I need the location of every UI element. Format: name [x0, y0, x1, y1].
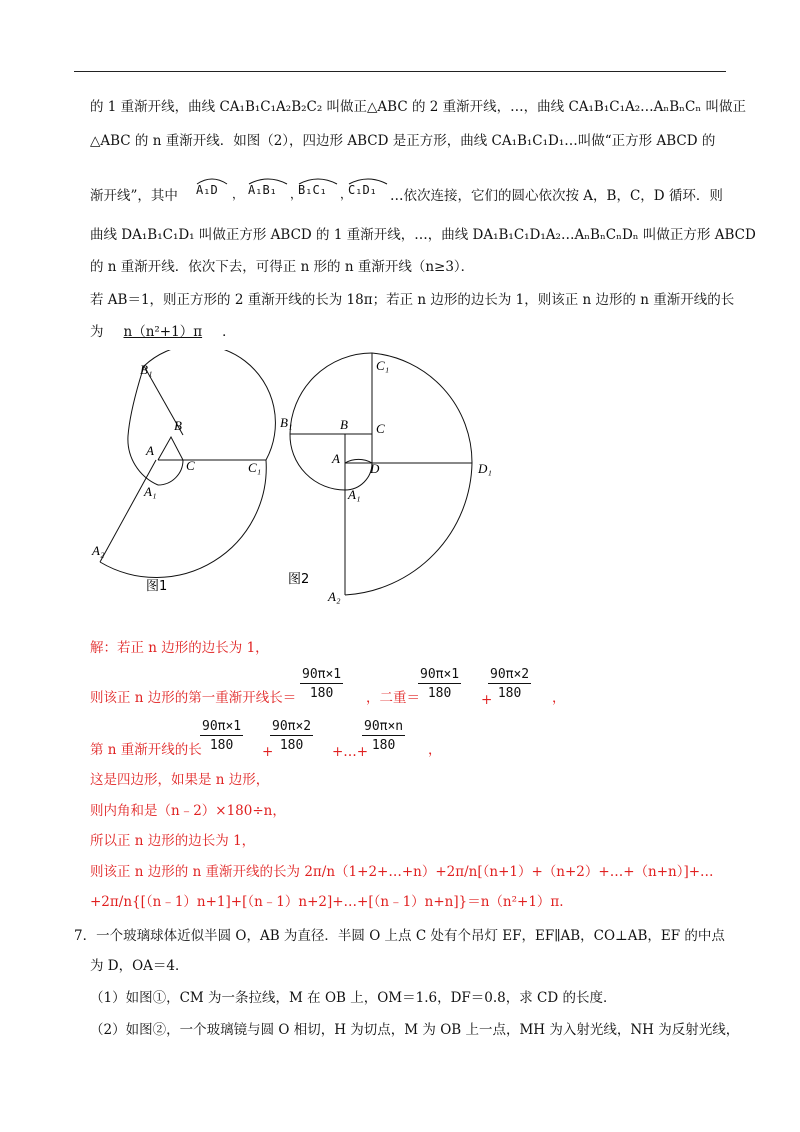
solution-line-5: 则内角和是（n﹣2）×180÷n， — [90, 803, 286, 819]
arc-separator: ， — [290, 187, 303, 201]
text-line-5: 的 n 重渐开线．依次下去，可得正 n 形的 n 重渐开线（n≥3）． — [90, 259, 475, 275]
solution-line-8: +2π/n{[（n﹣1）n+1]+[（n﹣1）n+2]+…+[（n﹣1）n+n]}＝n（n²+1）π. — [90, 894, 564, 910]
fig1-label: B — [174, 418, 182, 433]
fig2-label: D₁ — [478, 461, 492, 476]
plus-sign: + — [262, 744, 274, 760]
fig1-label: B₁ — [140, 362, 153, 377]
problem-7-line-4: （2）如图②，一个玻璃镜与圆 O 相切，H 为切点，M 为 OB 上一点，MH 为入射光线，NH 为反射光线， — [90, 1022, 740, 1038]
text-line-2: △ABC 的 n 重渐开线．如图（2），四边形 ABCD 是正方形，曲线 CA₁B₁C₁D₁…叫做“正方形 ABCD 的 — [90, 133, 716, 149]
solution-line-6: 所以正 n 边形的边长为 1， — [90, 833, 256, 849]
fig1-label: C₁ — [248, 460, 262, 475]
text-line-6: 若 AB＝1，则正方形的 2 重渐开线的长为 18π；若正 n 边形的边长为 1，则该正 n 边形的 n 重渐开线的长 — [90, 292, 735, 308]
answer-blank: n（n²+1）π — [123, 324, 203, 340]
figure-1 — [80, 350, 293, 600]
fraction: $\frac{90\pi\times 1}{180}$ — [420, 667, 460, 701]
arc-cap-icon — [196, 177, 228, 185]
text-line-4: 曲线 DA₁B₁C₁D₁ 叫做正方形 ABCD 的 1 重渐开线，…，曲线 DA₁B₁C₁D₁A₂…AₙBₙCₙDₙ 叫做正方形 ABCD — [90, 227, 756, 243]
answer-suffix: ． — [222, 324, 236, 340]
fraction: $\frac{90\pi\times 1}{180}$ — [202, 719, 242, 753]
fig2-label: C — [376, 421, 385, 436]
problem-7-line-3: （1）如图①，CM 为一条拉线，M 在 OB 上，OM＝1.6，DF＝0.8，求 CD 的长度． — [90, 990, 617, 1006]
solution-line-4: 这是四边形，如果是 n 边形， — [90, 772, 270, 788]
text-line-3 — [90, 187, 178, 205]
fig1-label: A₂ — [92, 543, 105, 558]
solution-line-3-end: ， — [428, 742, 442, 758]
fig1-label: A — [146, 443, 154, 458]
solution-line-3: 第 n 重渐开线的长 — [90, 742, 202, 758]
figure-1-caption: 图1 — [146, 579, 168, 594]
solution-line-2-mid: ，二重＝ — [366, 690, 420, 706]
text-line-3-end: …依次连接，它们的圆心依次按 A，B，C，D 循环．则 — [390, 188, 723, 204]
arc-c1d1: C₁D₁ — [348, 183, 388, 197]
fig2-label: C₁ — [376, 358, 390, 373]
solution-line-2: 则该正 n 边形的第一重渐开线长＝ — [90, 690, 297, 706]
solution-line-2-end: ， — [552, 690, 566, 706]
arc-cap-icon — [298, 177, 338, 185]
text-line-7 — [90, 323, 236, 341]
arc-separator: ， — [232, 187, 245, 201]
arc-cap-icon — [248, 177, 288, 185]
fraction: $\frac{90\pi\times n}{180}$ — [364, 719, 404, 753]
fig2-label: B₁ — [280, 415, 293, 430]
fig1-label: A₁ — [144, 484, 157, 499]
arc-cap-icon — [348, 177, 388, 185]
fraction: $\frac{90\pi\times 2}{180}$ — [272, 719, 312, 753]
figure-2-caption: 图2 — [288, 572, 310, 587]
fig1-label: C — [186, 458, 195, 473]
fraction: $\frac{90\pi\times 1}{180}$ — [302, 667, 342, 701]
header-rule — [74, 71, 726, 72]
fig2-label: B — [340, 417, 348, 432]
solution-line-7: 则该正 n 边形的 n 重渐开线的长为 2π/n（1+2+…+n）+2π/n[（n+1）+（n+2）+…+（n+n）]+… — [90, 864, 714, 880]
problem-7-line-2: 为 D，OA＝4． — [90, 958, 189, 974]
text-line-1: 的 1 重渐开线，曲线 CA₁B₁C₁A₂B₂C₂ 叫做正△ABC 的 2 重渐开线，…，曲线 CA₁B₁C₁A₂…AₙBₙCₙ 叫做正 — [90, 99, 746, 115]
fig2-label: A₁ — [348, 487, 361, 502]
plus-sign: + — [481, 692, 493, 708]
problem-7-line-1: 7．一个玻璃球体近似半圆 O，AB 为直径．半圆 O 上点 C 处有个吊灯 EF，EF∥AB，CO⊥AB，EF 的中点 — [74, 928, 725, 944]
text-line-3-start: 渐开线”，其中 — [90, 188, 178, 204]
answer-prefix: 为 — [90, 324, 104, 340]
arc-separator: ， — [340, 187, 353, 201]
figure-2 — [280, 345, 530, 610]
arc-a1b1: A₁B₁ — [248, 183, 288, 197]
arc-a1d: A₁D — [196, 183, 228, 197]
arc-b1c1: B₁C₁ — [298, 183, 338, 197]
fraction: $\frac{90\pi\times 2}{180}$ — [490, 667, 530, 701]
solution-line-1: 解：若正 n 边形的边长为 1， — [90, 640, 269, 656]
plus-ellipsis: +…+ — [332, 744, 369, 760]
fig2-label: D — [370, 461, 380, 476]
fig2-label: A — [332, 451, 340, 466]
fig2-label: A₂ — [328, 589, 341, 604]
